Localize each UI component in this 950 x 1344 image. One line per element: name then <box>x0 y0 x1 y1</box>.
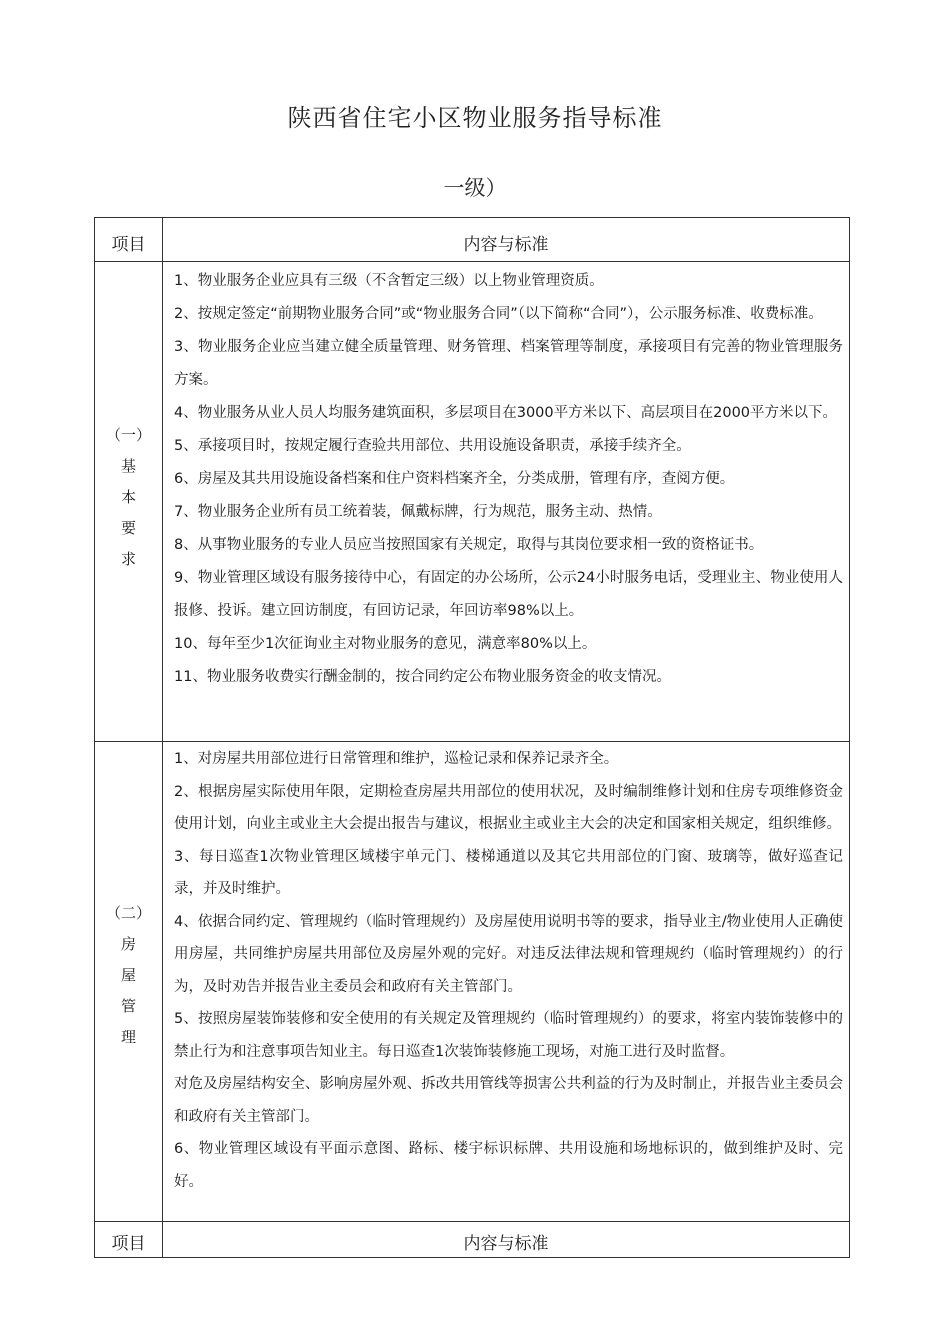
list-item: 1、对房屋共用部位进行日常管理和维护，巡检记录和保养记录齐全。 <box>174 751 619 767</box>
header-item: 项目 <box>111 235 146 255</box>
footer-content: 内容与标准 <box>463 1234 549 1254</box>
section2-content <box>163 743 849 1221</box>
row-divider <box>95 261 849 262</box>
list-item: 2、根据房屋实际使用年限，定期检查房屋共用部位的使用状况，及时编制维修计划和住房专项维修资金使用计划，向业主或业主大会提出报告与建议，根据业主或业主大会的决定和国家相关规定，组织维修。 <box>174 783 843 832</box>
section1-content <box>163 265 849 741</box>
document-level: 一级） <box>443 176 507 200</box>
list-item: 2、按规定签定“前期物业服务合同”或“物业服务合同”（以下简称“合同”），公示服务标准、收费标准。 <box>174 306 823 322</box>
list-item: 对危及房屋结构安全、影响房屋外观、拆改共用管线等损害公共利益的行为及时制止，并报告业主委员会和政府有关主管部门。 <box>174 1076 843 1125</box>
list-item: 7、物业服务企业所有员工统着装，佩戴标牌，行为规范，服务主动、热情。 <box>174 504 662 520</box>
list-item: 3、每日巡查1次物业管理区域楼宇单元门、楼梯通道以及其它共用部位的门窗、玻璃等，做好巡查记录，并及时维护。 <box>174 848 843 897</box>
section1-label: （一） 基 本 要 求 <box>105 426 151 568</box>
section2-label: （二） 房 屋 管 理 <box>105 904 151 1046</box>
list-item: 1、物业服务企业应具有三级（不含暂定三级）以上物业管理资质。 <box>174 273 604 289</box>
list-item: 8、从事物业服务的专业人员应当按照国家有关规定，取得与其岗位要求相一致的资格证书。 <box>174 537 764 553</box>
row-divider <box>95 741 849 742</box>
document-title: 陕西省住宅小区物业服务指导标准 <box>287 104 663 132</box>
list-item: 11、物业服务收费实行酬金制的，按合同约定公布物业服务资金的收支情况。 <box>174 669 671 685</box>
list-item: 5、按照房屋装饰装修和安全使用的有关规定及管理规约（临时管理规约）的要求，将室内装饰装修中的禁止行为和注意事项告知业主。每日巡查1次装饰装修施工现场，对施工进行及时监督。 <box>174 1011 843 1060</box>
standards-table <box>94 217 850 1258</box>
list-item: 9、物业管理区域设有服务接待中心，有固定的办公场所，公示24小时服务电话，受理业主、物业使用人报修、投诉。建立回访制度，有回访记录，年回访率98%以上。 <box>174 570 843 619</box>
list-item: 6、房屋及其共用设施设备档案和住户资料档案齐全，分类成册，管理有序，查阅方便。 <box>174 471 735 487</box>
list-item: 4、依据合同约定、管理规约（临时管理规约）及房屋使用说明书等的要求，指导业主/物业使用人正确使用房屋，共同维护房屋共用部位及房屋外观的完好。对违反法律法规和管理规约（临时管理规约）的行为，及时劝告并报告业主委员会和政府有关主管部门。 <box>174 913 843 995</box>
list-item: 3、物业服务企业应当建立健全质量管理、财务管理、档案管理等制度，承接项目有完善的物业管理服务方案。 <box>174 339 843 388</box>
header-content: 内容与标准 <box>463 235 549 255</box>
footer-item: 项目 <box>111 1234 146 1254</box>
list-item: 10、每年至少1次征询业主对物业服务的意见，满意率80%以上。 <box>174 636 597 652</box>
list-item: 5、承接项目时，按规定履行查验共用部位、共用设施设备职责，承接手续齐全。 <box>174 438 691 454</box>
list-item: 6、物业管理区域设有平面示意图、路标、楼宇标识标牌、共用设施和场地标识的，做到维护及时、完好。 <box>174 1141 843 1190</box>
row-divider <box>95 1221 849 1222</box>
list-item: 4、物业服务从业人员人均服务建筑面积，多层项目在3000平方米以下、高层项目在2000平方米以下。 <box>174 405 838 421</box>
